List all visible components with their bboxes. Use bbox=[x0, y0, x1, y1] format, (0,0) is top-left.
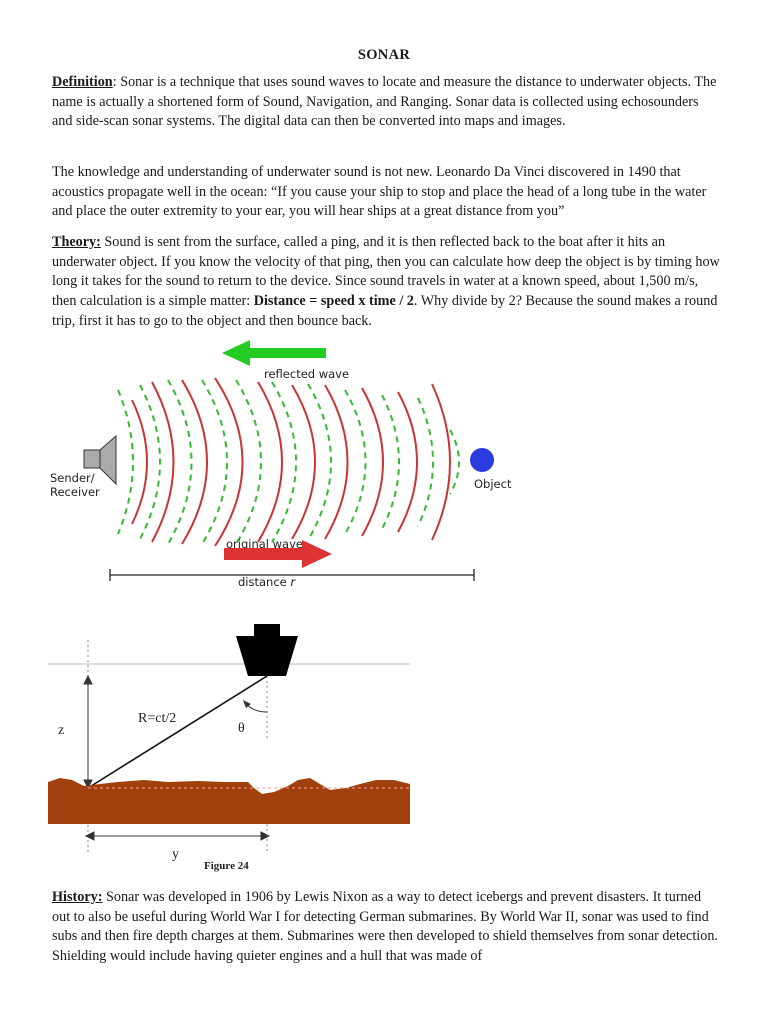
object-circle bbox=[470, 448, 494, 472]
distance-word: distance bbox=[238, 575, 287, 589]
z-label: z bbox=[58, 723, 65, 738]
theory-label: Theory: bbox=[52, 234, 101, 250]
sonar-wave-diagram bbox=[40, 340, 520, 595]
y-label: y bbox=[172, 847, 179, 862]
theory-text-after: . Why divide by 2? Because the sound makes a round trip, first it has to go to the object and then bounce back. bbox=[52, 293, 718, 329]
reflected-wave-arrow bbox=[222, 340, 326, 366]
distance-label bbox=[238, 575, 296, 589]
definition-text: : Sonar is a technique that uses sound waves to locate and measure the distance to underwater objects. The name is actually a shortened form of Sound, Navigation, and Ranging. Sonar data is collected using echosounders and side-scan sonar systems. The digital data can then be converted into maps and images. bbox=[52, 74, 717, 130]
history-label: History: bbox=[52, 889, 103, 905]
history-paragraph bbox=[52, 888, 720, 967]
definition-paragraph bbox=[52, 73, 720, 132]
history-text: Sonar was developed in 1906 by Lewis Nixon as a way to detect icebergs and prevent disasters. It turned out to also be useful during World War I for detecting German submarines. By World War II, sonar was used to find subs and then fire depth charges at them. Submarines were then developed to shield themselves from sonar detection. Shielding would include having quieter engines and a hull that was made of bbox=[52, 889, 718, 965]
receiver-label: Receiver bbox=[50, 485, 100, 499]
knowledge-paragraph bbox=[52, 163, 720, 222]
theory-text-before: Sound is sent from the surface, called a ping, and it is then reflected back to the boat after it hits an underwater object. If you know the velocity of that ping, then you can calculate how deep the object is by timing how long it takes for the sound to return to the device. Since sound travels in water at a known speed, about 1,500 m/s, then calculation is a simple matter: bbox=[52, 234, 720, 310]
seabed-shape bbox=[48, 778, 410, 824]
figure-caption: Figure 24 bbox=[204, 860, 249, 872]
z-arrow bbox=[84, 676, 92, 788]
object-label: Object bbox=[474, 477, 512, 491]
original-wave-label: original wave bbox=[226, 537, 303, 551]
y-arrow bbox=[86, 832, 269, 840]
boat-icon bbox=[236, 624, 298, 676]
depth-geometry-diagram bbox=[48, 620, 418, 875]
knowledge-text: The knowledge and understanding of underwater sound is not new. Leonardo Da Vinci discovered in 1490 that acoustics propagate well in the ocean: “If you cause your ship to stop and place the head of a long tube in the water and place the outer extremity to your ear, you will hear ships at a great distance from you” bbox=[52, 164, 707, 220]
theory-paragraph bbox=[52, 233, 720, 332]
page-title: SONAR bbox=[357, 47, 411, 63]
theta-label: θ bbox=[238, 721, 245, 736]
distance-formula: Distance = speed x time / 2 bbox=[253, 293, 414, 310]
range-formula-label: R=ct/2 bbox=[138, 711, 177, 726]
definition-label: Definition bbox=[52, 74, 113, 90]
distance-variable: r bbox=[290, 575, 296, 589]
reflected-wave-label: reflected wave bbox=[264, 367, 350, 381]
wavefront-arcs bbox=[118, 378, 459, 546]
sender-label: Sender/ bbox=[50, 471, 95, 485]
